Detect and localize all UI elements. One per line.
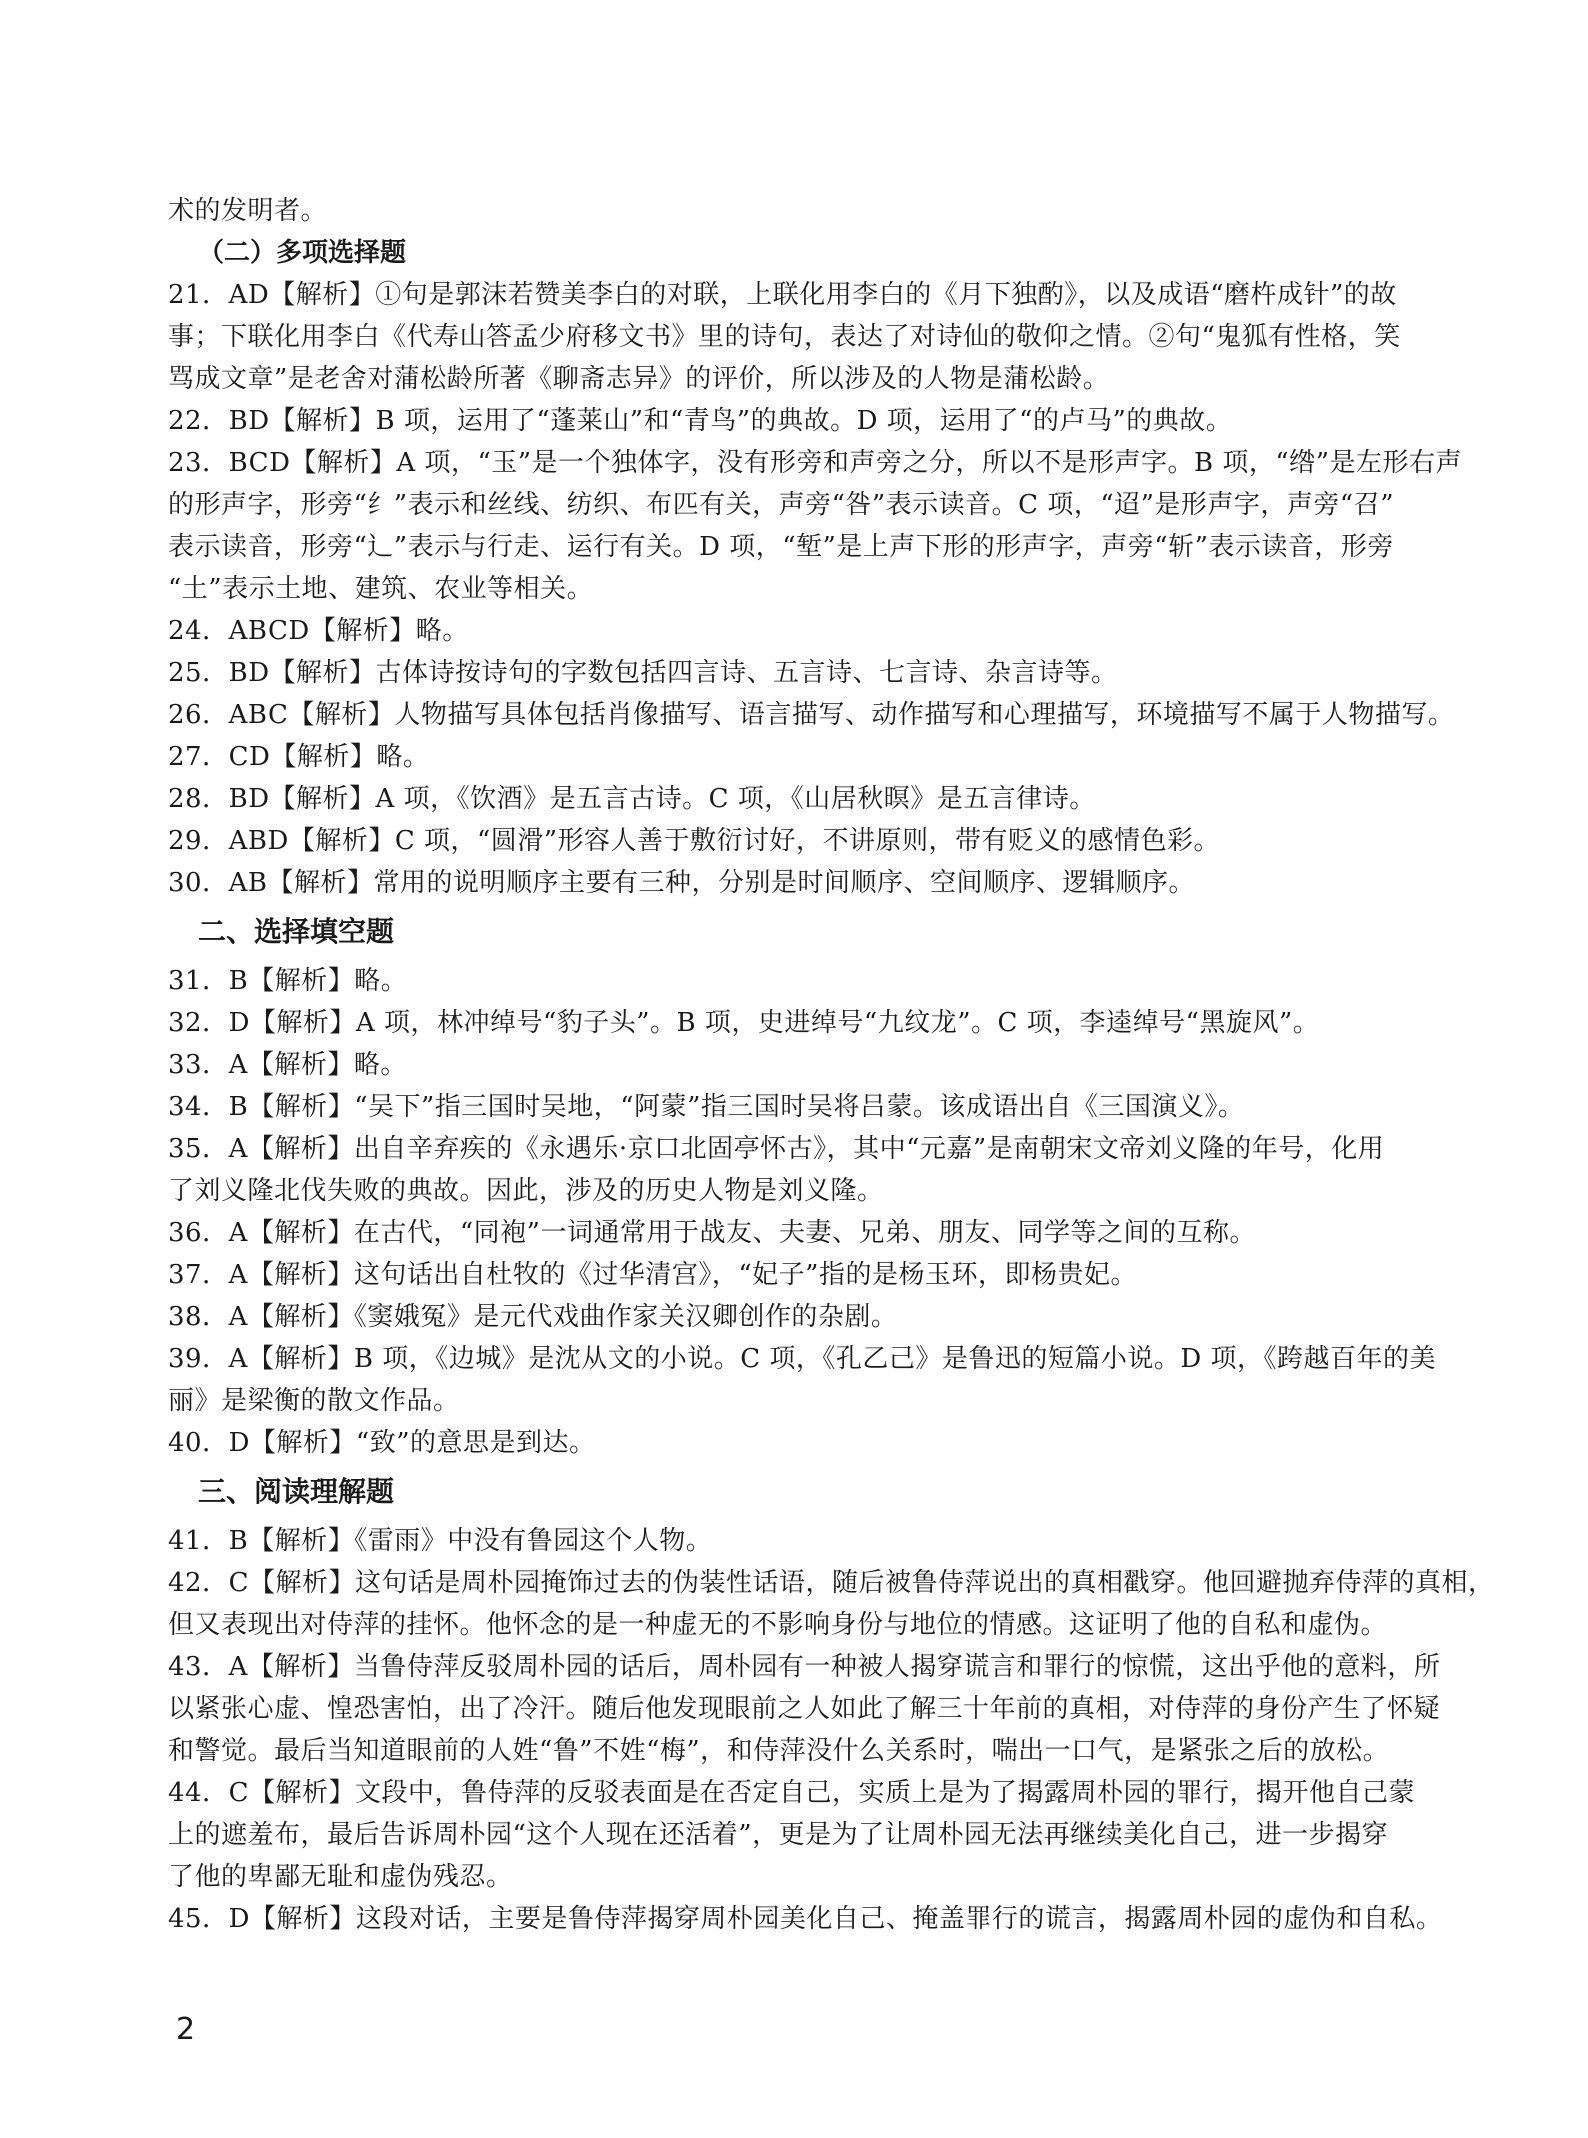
answer-line: “土”表示土地、建筑、农业等相关。 — [168, 574, 594, 604]
answer-item — [168, 1254, 1458, 1296]
answer-item — [168, 1338, 1458, 1422]
answer-line: 表示读音，形旁“辶”表示与行走、运行有关。D 项，“堑”是上声下形的形声字，声旁“斩”表示读音，形旁 — [168, 532, 1394, 562]
answer-item — [168, 400, 1458, 442]
answer-item — [168, 1562, 1495, 1646]
answer-line: 36．A【解析】在古代，“同袍”一词通常用于战友、夫妻、兄弟、朋友、同学等之间的互称。 — [168, 1218, 1256, 1248]
fill-in-answers — [168, 960, 1458, 1464]
answer-item — [168, 862, 1458, 904]
answer-item — [168, 1898, 1458, 1940]
answer-item — [168, 652, 1458, 694]
answer-line: 但又表现出对侍萍的挂怀。他怀念的是一种虚无的不影响身份与地位的情感。这证明了他的自私和虚伪。 — [168, 1610, 1388, 1640]
answer-line: 45．D【解析】这段对话，主要是鲁侍萍揭穿周朴园美化自己、掩盖罪行的谎言，揭露周朴园的虚伪和自私。 — [168, 1904, 1443, 1934]
answer-line: 21．AD【解析】①句是郭沫若赞美李白的对联，上联化用李白的《月下独酌》，以及成语“磨杵成针”的故 — [168, 280, 1397, 310]
answer-line: 39．A【解析】B 项，《边城》是沈从文的小说。C 项，《孔乙己》是鲁迅的短篇小说。D 项，《跨越百年的美 — [168, 1344, 1437, 1374]
answer-item — [168, 820, 1458, 862]
answer-item — [168, 1520, 1458, 1562]
reading-answers — [168, 1520, 1495, 1940]
answer-line: 44．C【解析】文段中，鲁侍萍的反驳表面是在否定自己，实质上是为了揭露周朴园的罪行，揭开他自己蒙 — [168, 1778, 1415, 1808]
answer-line: 26．ABC【解析】人物描写具体包括肖像描写、语言描写、动作描写和心理描写，环境描写不属于人物描写。 — [168, 700, 1455, 730]
answer-line: 24．ABCD【解析】略。 — [168, 616, 469, 646]
answer-line: 31．B【解析】略。 — [168, 966, 408, 996]
answer-line: 27．CD【解析】略。 — [168, 742, 430, 772]
answer-line: 35．A【解析】出自辛弃疾的《永遇乐·京口北固亭怀古》，其中“元嘉”是南朝宋文帝刘义隆的年号，化用 — [168, 1134, 1385, 1164]
answer-line: 37．A【解析】这句话出自杜牧的《过华清宫》，“妃子”指的是杨玉环，即杨贵妃。 — [168, 1260, 1137, 1290]
answer-item — [168, 1086, 1458, 1128]
answer-line: 28．BD【解析】A 项，《饮酒》是五言古诗。C 项，《山居秋暝》是五言律诗。 — [168, 784, 1096, 814]
answer-item — [168, 1044, 1458, 1086]
continued-text: 术的发明者。 — [168, 196, 328, 226]
section-heading-fill-in: 二、选择填空题 — [198, 915, 395, 948]
answer-line: 23．BCD【解析】A 项，“玉”是一个独体字，没有形旁和声旁之分，所以不是形声字。B 项，“绺”是左形右声 — [168, 448, 1462, 478]
answer-item — [168, 1422, 1458, 1464]
answer-line: 以紧张心虚、惶恐害怕，出了冷汗。随后他发现眼前之人如此了解三十年前的真相，对侍萍的身份产生了怀疑 — [168, 1694, 1441, 1724]
answer-line: 的形声字，形旁“纟”表示和丝线、纺织、布匹有关，声旁“咎”表示读音。C 项，“迢”是形声字，声旁“召” — [168, 490, 1394, 520]
answer-item — [168, 736, 1458, 778]
answer-line: 30．AB【解析】常用的说明顺序主要有三种，分别是时间顺序、空间顺序、逻辑顺序。 — [168, 868, 1195, 898]
answer-line: 25．BD【解析】古体诗按诗句的字数包括四言诗、五言诗、七言诗、杂言诗等。 — [168, 658, 1118, 688]
answer-line: 丽》是梁衡的散文作品。 — [168, 1386, 460, 1416]
answer-line: 38．A【解析】《窦娥冤》是元代戏曲作家关汉卿创作的杂剧。 — [168, 1302, 898, 1332]
answer-item — [168, 1646, 1458, 1772]
answer-line: 和警觉。最后当知道眼前的人姓“鲁”不姓“梅”，和侍萍没什么关系时，喘出一口气，是紧张之后的放松。 — [168, 1736, 1390, 1766]
answer-item — [168, 274, 1458, 400]
answer-line: 43．A【解析】当鲁侍萍反驳周朴园的话后，周朴园有一种被人揭穿谎言和罪行的惊慌，这出乎他的意料，所 — [168, 1652, 1441, 1682]
answer-line: 了他的卑鄙无耻和虚伪残忍。 — [168, 1862, 513, 1892]
answer-line: 34．B【解析】“吴下”指三国时吴地，“阿蒙”指三国时吴将吕蒙。该成语出自《三国演义》。 — [168, 1092, 1245, 1122]
answer-item — [168, 960, 1458, 1002]
answer-line: 22．BD【解析】B 项，运用了“蓬莱山”和“青鸟”的典故。D 项，运用了“的卢马”的典故。 — [168, 406, 1233, 436]
multiple-choice-answers — [168, 274, 1462, 904]
answer-line: 33．A【解析】略。 — [168, 1050, 407, 1080]
answer-item — [168, 778, 1458, 820]
answer-line: 骂成文章”是老舍对蒲松龄所著《聊斋志异》的评价，所以涉及的人物是蒲松龄。 — [168, 364, 1110, 394]
answer-item — [168, 610, 1458, 652]
section-heading-reading: 三、阅读理解题 — [198, 1475, 395, 1508]
answer-line: 32．D【解析】A 项，林冲绰号“豹子头”。B 项，史进绰号“九纹龙”。C 项，李逵绰号“黑旋风”。 — [168, 1008, 1320, 1038]
page-number: 2 — [176, 2012, 196, 2047]
answer-line: 事；下联化用李白《代寿山答孟少府移文书》里的诗句，表达了对诗仙的敬仰之情。②句“鬼狐有性格，笑 — [168, 322, 1401, 352]
answer-item — [168, 1128, 1458, 1212]
answer-item — [168, 1772, 1458, 1898]
answer-item — [168, 1296, 1458, 1338]
answer-line: 42．C【解析】这句话是周朴园掩饰过去的伪装性话语，随后被鲁侍萍说出的真相戳穿。他回避抛弃侍萍的真相， — [168, 1568, 1495, 1598]
answer-line: 上的遮羞布，最后告诉周朴园“这个人现在还活着”，更是为了让周朴园无法再继续美化自己，进一步揭穿 — [168, 1820, 1389, 1850]
document-body — [168, 190, 1495, 1940]
multiple-choice-heading: （二）多项选择题 — [198, 238, 407, 268]
answer-line: 40．D【解析】“致”的意思是到达。 — [168, 1428, 596, 1458]
answer-item — [168, 694, 1458, 736]
answer-item — [168, 442, 1462, 610]
answer-line: 29．ABD【解析】C 项，“圆滑”形容人善于敷衍讨好，不讲原则，带有贬义的感情色彩。 — [168, 826, 1221, 856]
answer-line: 41．B【解析】《雷雨》中没有鲁园这个人物。 — [168, 1526, 713, 1556]
answer-item — [168, 1212, 1458, 1254]
answer-item — [168, 1002, 1458, 1044]
answer-line: 了刘义隆北伐失败的典故。因此，涉及的历史人物是刘义隆。 — [168, 1176, 884, 1206]
